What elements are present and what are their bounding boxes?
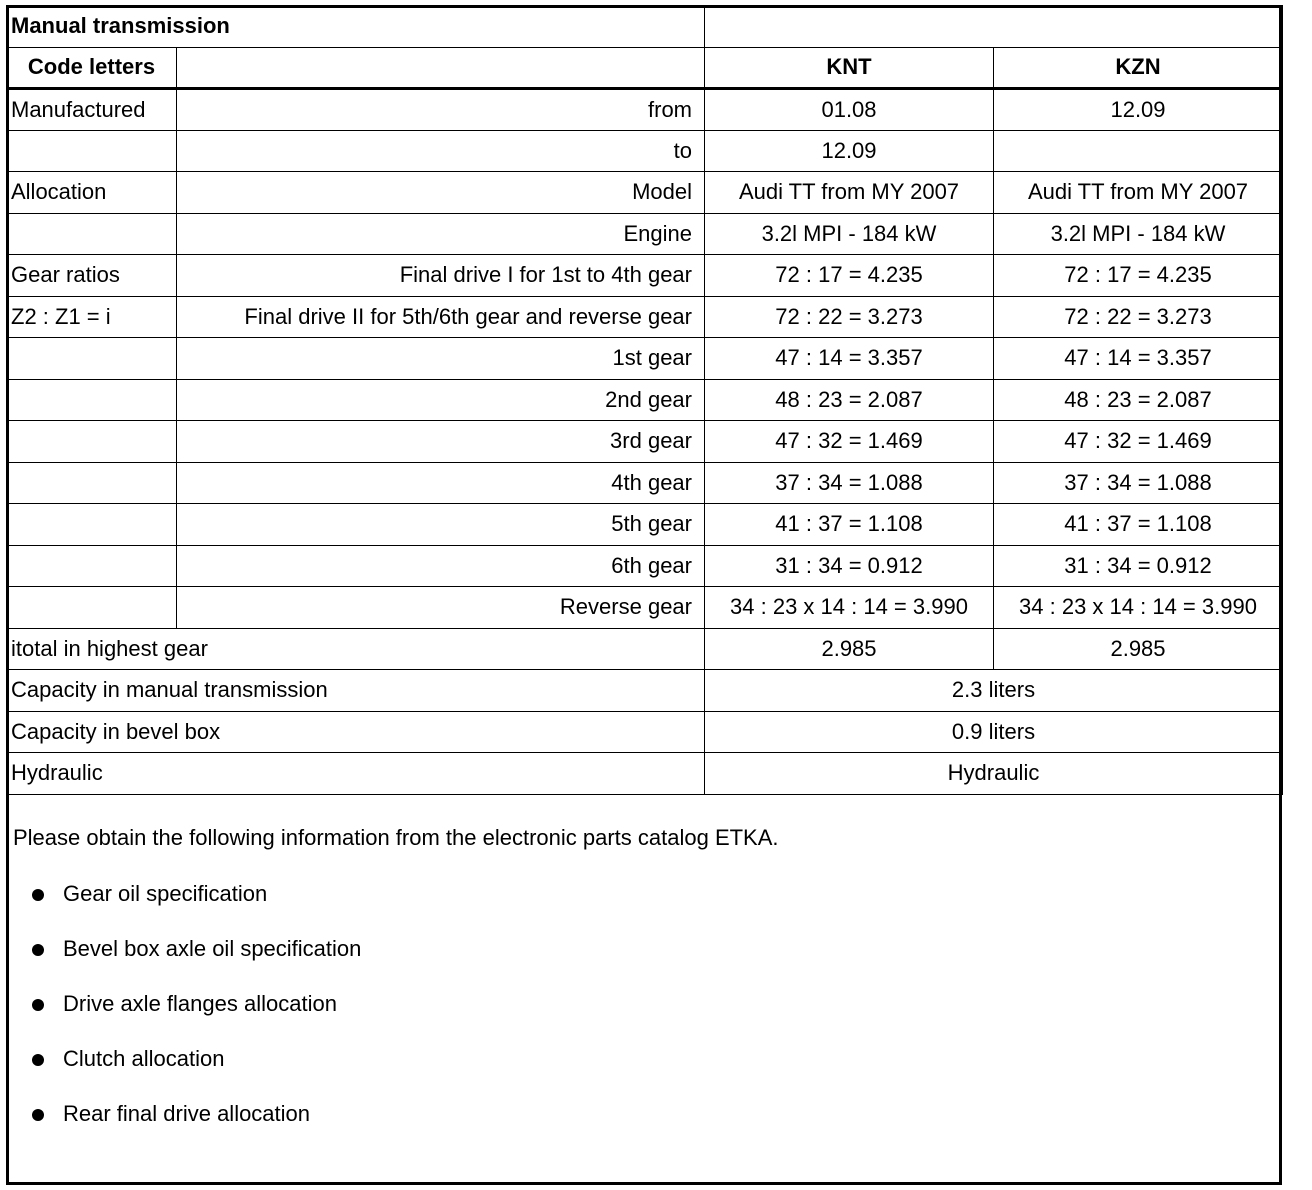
row-label: Model [177,172,705,214]
row-value-knt: 41 : 37 = 1.108 [705,504,994,546]
row-value-kzn: 72 : 17 = 4.235 [994,255,1283,297]
row-value-kzn: 37 : 34 = 1.088 [994,462,1283,504]
capacity-manual-label: Capacity in manual transmission [7,670,705,712]
row-label: 4th gear [177,462,705,504]
row-value-kzn: 12.09 [994,89,1283,131]
row-value-knt: 47 : 14 = 3.357 [705,338,994,380]
table-row [7,379,1283,421]
itotal-row [7,628,1283,670]
row-group [7,587,177,629]
capacity-bevel-label: Capacity in bevel box [7,711,705,753]
table-row [7,213,1283,255]
row-label: 2nd gear [177,379,705,421]
bullet-icon [32,1109,44,1121]
row-label: to [177,130,705,172]
row-value-knt: 48 : 23 = 2.087 [705,379,994,421]
table-row [7,338,1283,380]
code-kzn: KZN [994,47,1283,89]
row-label: Engine [177,213,705,255]
row-value-knt: 12.09 [705,130,994,172]
itotal-label: itotal in highest gear [7,628,705,670]
table-row [7,172,1283,214]
code-letters-empty-cell [177,47,705,89]
row-group [7,462,177,504]
row-group [7,130,177,172]
row-value-knt: 72 : 22 = 3.273 [705,296,994,338]
capacity-bevel-row [7,711,1283,753]
row-value-kzn: 72 : 22 = 3.273 [994,296,1283,338]
row-value-knt: 47 : 32 = 1.469 [705,421,994,463]
spec-sheet [6,5,1282,1185]
bullet-icon [32,944,44,956]
row-label: Reverse gear [177,587,705,629]
list-item-text: Rear final drive allocation [63,1101,311,1126]
row-group: Gear ratios [7,255,177,297]
row-value-kzn: 47 : 32 = 1.469 [994,421,1283,463]
title-empty-cell [705,6,1283,48]
row-value-kzn: 3.2l MPI - 184 kW [994,213,1283,255]
row-group [7,421,177,463]
row-value-kzn: 48 : 23 = 2.087 [994,379,1283,421]
list-item-text: Bevel box axle oil specification [63,936,362,961]
row-group [7,213,177,255]
hydraulic-label: Hydraulic [7,753,705,795]
bullet-icon [32,999,44,1011]
row-label: 3rd gear [177,421,705,463]
transmission-spec-table [6,5,1283,795]
row-value-kzn: Audi TT from MY 2007 [994,172,1283,214]
bullet-icon [32,1054,44,1066]
table-title: Manual transmission [7,6,705,48]
row-value-knt: Audi TT from MY 2007 [705,172,994,214]
row-value-kzn: 41 : 37 = 1.108 [994,504,1283,546]
capacity-manual-value: 2.3 liters [705,670,1283,712]
row-label: 6th gear [177,545,705,587]
table-row [7,504,1283,546]
code-knt: KNT [705,47,994,89]
row-label: from [177,89,705,131]
table-row [7,462,1283,504]
row-group: Z2 : Z1 = i [7,296,177,338]
table-row [7,421,1283,463]
itotal-value-kzn: 2.985 [994,628,1283,670]
row-label: 5th gear [177,504,705,546]
hydraulic-value: Hydraulic [705,753,1283,795]
table-row [7,545,1283,587]
table-row [7,587,1283,629]
table-row [7,255,1283,297]
row-value-kzn: 34 : 23 x 14 : 14 = 3.990 [994,587,1283,629]
row-group [7,379,177,421]
row-group [7,338,177,380]
row-value-knt: 01.08 [705,89,994,131]
row-label: 1st gear [177,338,705,380]
title-row [7,6,1283,48]
row-group: Allocation [7,172,177,214]
list-item-text: Drive axle flanges allocation [63,991,337,1016]
row-value-knt: 37 : 34 = 1.088 [705,462,994,504]
row-value-knt: 34 : 23 x 14 : 14 = 3.990 [705,587,994,629]
row-value-knt: 72 : 17 = 4.235 [705,255,994,297]
notes-intro: Please obtain the following information from the electronic parts catalog ETKA. [13,825,779,850]
row-label: Final drive II for 5th/6th gear and reverse gear [177,296,705,338]
row-group [7,545,177,587]
hydraulic-row [7,753,1283,795]
capacity-bevel-value: 0.9 liters [705,711,1283,753]
code-letters-row [7,47,1283,89]
table-row [7,89,1283,131]
itotal-value-knt: 2.985 [705,628,994,670]
row-label: Final drive I for 1st to 4th gear [177,255,705,297]
list-item-text: Gear oil specification [63,881,268,906]
row-value-knt: 3.2l MPI - 184 kW [705,213,994,255]
row-value-knt: 31 : 34 = 0.912 [705,545,994,587]
row-group [7,504,177,546]
row-value-kzn: 47 : 14 = 3.357 [994,338,1283,380]
code-letters-label: Code letters [7,47,177,89]
row-value-kzn: 31 : 34 = 0.912 [994,545,1283,587]
row-value-kzn [994,130,1283,172]
table-row [7,130,1283,172]
list-item-text: Clutch allocation [63,1046,225,1071]
bullet-icon [32,889,44,901]
row-group: Manufactured [7,89,177,131]
capacity-manual-row [7,670,1283,712]
table-row [7,296,1283,338]
